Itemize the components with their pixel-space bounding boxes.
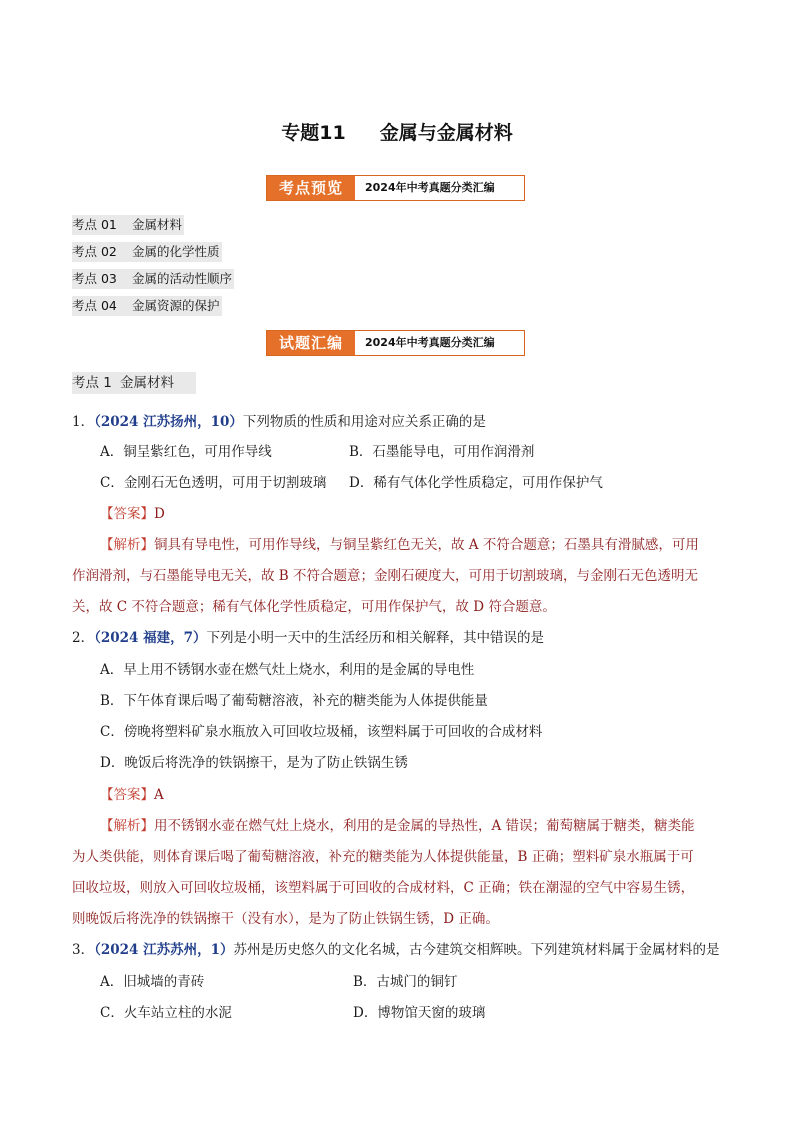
option-c: C．金刚石无色透明，可用于切割玻璃 xyxy=(100,475,327,491)
kaodian-item: 考点 04 金属资源的保护 xyxy=(72,296,222,316)
question-2-stem: 2．（2024 福建，7）下列是小明一天中的生活经历和相关解释，其中错误的是 xyxy=(72,630,545,646)
option-b: B．石墨能导电，可用作润滑剂 xyxy=(349,444,535,460)
title-topic: 金属与金属材料 xyxy=(379,122,513,144)
exercises-banner-subtitle: 2024年中考真题分类汇编 xyxy=(365,336,495,349)
option-a: A．早上用不锈钢水壶在燃气灶上烧水，利用的是金属的导电性 xyxy=(100,662,475,678)
preview-banner-subtitle: 2024年中考真题分类汇编 xyxy=(365,181,495,194)
title-number: 专题11 xyxy=(281,122,346,144)
answer-line: 【答案】A xyxy=(100,787,164,803)
analysis-line: 则晚饭后将洗净的铁锅擦干（没有水），是为了防止铁锅生锈，D 正确。 xyxy=(72,911,499,927)
question-1-stem: 1．（2024 江苏扬州，10）下列物质的性质和用途对应关系正确的是 xyxy=(72,414,486,430)
kaodian-item: 考点 03 金属的活动性顺序 xyxy=(72,269,234,289)
analysis-line: 关，故 C 不符合题意；稀有气体化学性质稳定，可用作保护气，故 D 符合题意。 xyxy=(72,599,556,615)
option-c: C．傍晚将塑料矿泉水瓶放入可回收垃圾桶，该塑料属于可回收的合成材料 xyxy=(100,724,543,740)
option-b: B．下午体育课后喝了葡萄糖溶液，补充的糖类能为人体提供能量 xyxy=(100,693,488,709)
analysis-line: 回收垃圾，则放入可回收垃圾桶，该塑料属于可回收的合成材料，C 正确；铁在潮湿的空气中容易生锈， xyxy=(72,880,695,896)
question-source: （2024 江苏扬州，10） xyxy=(94,414,243,430)
section-heading: 考点 1 金属材料 xyxy=(72,372,196,394)
preview-banner-tag: 考点预览 xyxy=(267,176,355,200)
option-c: C．火车站立柱的水泥 xyxy=(100,1005,232,1021)
preview-banner xyxy=(266,175,525,201)
option-d: D．稀有气体化学性质稳定，可用作保护气 xyxy=(349,475,603,491)
question-source: （2024 福建，7） xyxy=(94,630,207,646)
answer-line: 【答案】D xyxy=(100,506,165,522)
question-source: （2024 江苏苏州，1） xyxy=(94,942,234,958)
question-3-stem: 3．（2024 江苏苏州，1）苏州是历史悠久的文化名城，古今建筑交相辉映。下列建筑材料属于金属材料的是 xyxy=(72,942,720,958)
option-a: A．旧城墙的青砖 xyxy=(100,974,205,990)
analysis-line: 作润滑剂，与石墨能导电无关，故 B 不符合题意；金刚石硬度大，可用于切割玻璃，与金刚石无色透明无 xyxy=(72,568,699,584)
kaodian-item: 考点 02 金属的化学性质 xyxy=(72,242,222,262)
option-a: A．铜呈紫红色，可用作导线 xyxy=(100,444,272,460)
exercises-banner xyxy=(266,330,525,356)
analysis-line: 【解析】铜具有导电性，可用作导线，与铜呈紫红色无关，故 A 不符合题意；石墨具有滑腻感，可用 xyxy=(100,537,699,553)
kaodian-item: 考点 01 金属材料 xyxy=(72,215,184,235)
option-b: B．古城门的铜钉 xyxy=(353,974,458,990)
option-d: D．晚饭后将洗净的铁锅擦干，是为了防止铁锅生锈 xyxy=(100,755,408,771)
page-title xyxy=(0,118,794,145)
option-d: D．博物馆天窗的玻璃 xyxy=(353,1005,486,1021)
analysis-line: 为人类供能，则体育课后喝了葡萄糖溶液，补充的糖类能为人体提供能量，B 正确；塑料矿泉水瓶属于可 xyxy=(72,849,694,865)
exercises-banner-tag: 试题汇编 xyxy=(267,331,355,355)
analysis-line: 【解析】用不锈钢水壶在燃气灶上烧水，利用的是金属的导热性，A 错误；葡萄糖属于糖类，糖类能 xyxy=(100,818,695,834)
